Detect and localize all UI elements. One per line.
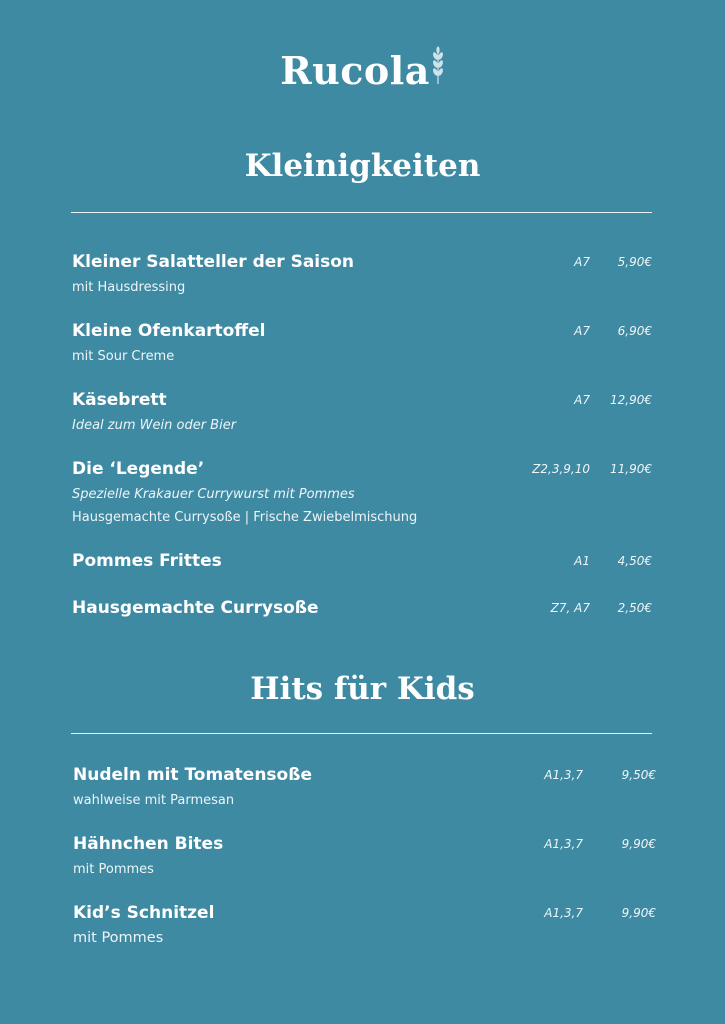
item-price: 4,50€ <box>617 554 652 568</box>
item-price: 6,90€ <box>617 324 652 338</box>
item-description: Ideal zum Wein oder Bier <box>72 418 237 433</box>
item-description: mit Pommes <box>73 930 164 946</box>
item-price: 9,90€ <box>621 906 656 920</box>
item-name: Pommes Frittes <box>72 551 222 571</box>
menu-item <box>72 390 652 437</box>
menu-item <box>72 551 652 571</box>
item-price: 12,90€ <box>610 393 652 407</box>
menu-item <box>73 765 656 812</box>
item-description: Spezielle Krakauer Currywurst mit Pommes <box>72 487 355 502</box>
restaurant-logo <box>0 48 725 100</box>
item-price: 9,90€ <box>621 837 656 851</box>
item-price: 2,50€ <box>617 601 652 615</box>
menu-item <box>72 321 652 368</box>
wheat-sprig-icon <box>431 46 445 90</box>
item-description: mit Sour Creme <box>72 349 175 364</box>
item-allergens: A7 <box>574 393 590 407</box>
item-allergens: A7 <box>574 255 590 269</box>
item-name: Die ‘Legende’ <box>72 459 205 479</box>
item-description: wahlweise mit Parmesan <box>73 793 235 808</box>
menu-item <box>72 459 652 529</box>
menu-item <box>73 834 656 881</box>
logo-text: Rucola <box>280 48 430 93</box>
item-description: mit Pommes <box>73 862 154 877</box>
item-allergens: A1,3,7 <box>544 768 583 782</box>
section-divider <box>71 733 652 734</box>
menu-item <box>72 252 652 299</box>
item-name: Hausgemachte Currysoße <box>72 598 319 618</box>
section-divider <box>71 212 652 213</box>
item-allergens: A7 <box>574 324 590 338</box>
item-allergens: A1 <box>574 554 590 568</box>
item-price: 9,50€ <box>621 768 656 782</box>
item-description: mit Hausdressing <box>72 280 186 295</box>
item-name: Hähnchen Bites <box>73 834 224 854</box>
menu-item <box>73 903 656 950</box>
item-name: Kleine Ofenkartoffel <box>72 321 266 341</box>
item-price: 5,90€ <box>617 255 652 269</box>
section-title-kleinigkeiten: Kleinigkeiten <box>244 148 481 184</box>
item-allergens: A1,3,7 <box>544 906 583 920</box>
item-allergens: Z7, A7 <box>550 601 590 615</box>
item-name: Nudeln mit Tomatensoße <box>73 765 312 785</box>
item-name: Käsebrett <box>72 390 167 410</box>
item-name: Kleiner Salatteller der Saison <box>72 252 355 272</box>
menu-item <box>72 598 652 618</box>
item-name: Kid’s Schnitzel <box>73 903 215 923</box>
item-allergens: Z2,3,9,10 <box>532 462 590 476</box>
item-allergens: A1,3,7 <box>544 837 583 851</box>
item-price: 11,90€ <box>610 462 652 476</box>
section-title-kids: Hits für Kids <box>250 671 475 707</box>
item-description-line2: Hausgemachte Currysoße | Frische Zwiebelmischung <box>72 510 418 525</box>
